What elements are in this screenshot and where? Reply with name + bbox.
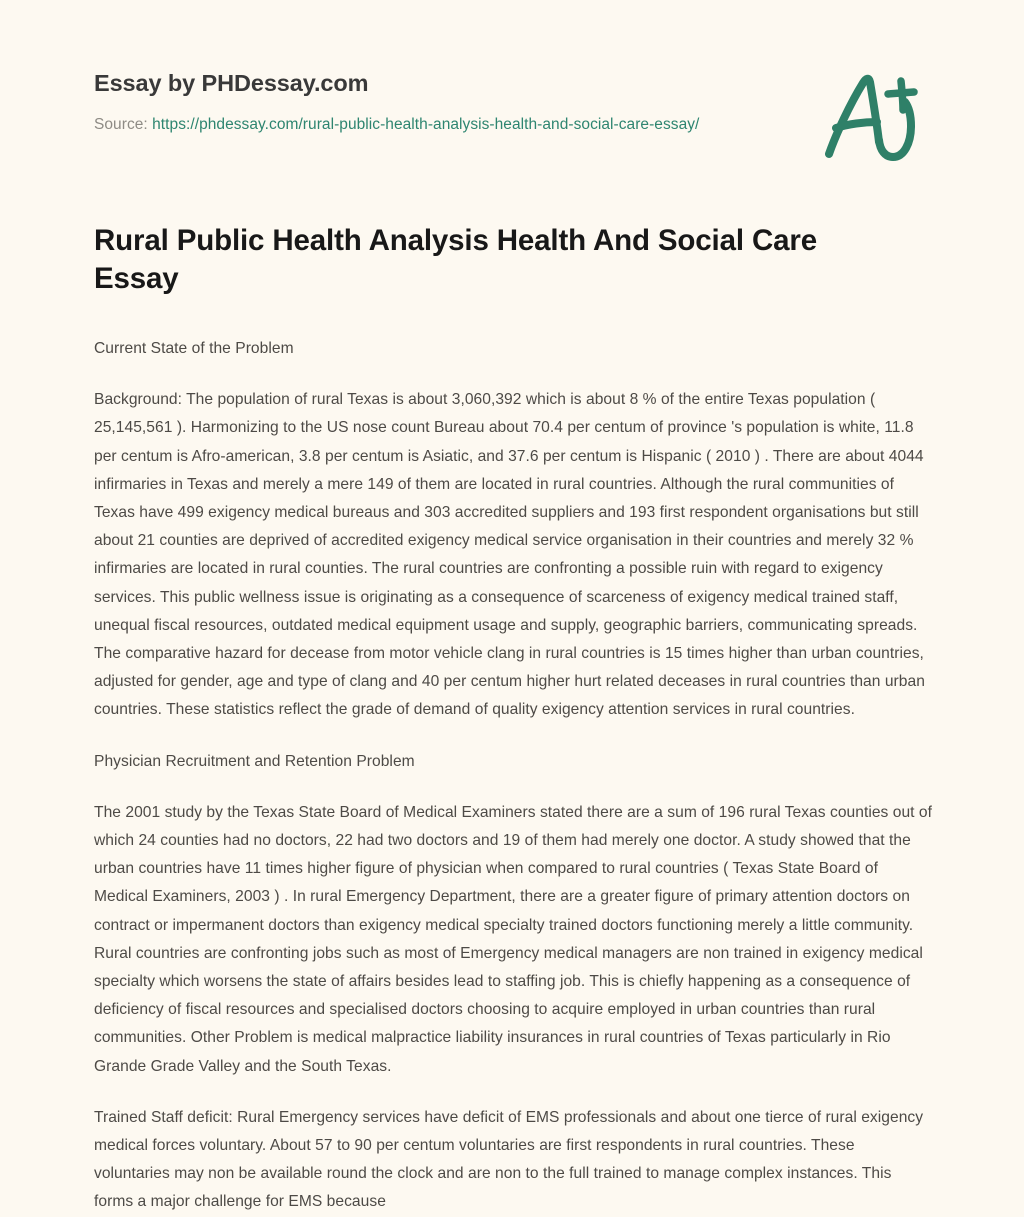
section-heading-current-state: Current State of the Problem bbox=[94, 340, 294, 357]
paragraph-physician-recruitment: The 2001 study by the Texas State Board of Medical Examiners stated there are a sum of 196 rural Texas counties out of which 24 counties had no doctors, 22 had two doctors and 19 of them had merely one doctor. A study showed that the urban countries have 11 times higher figure of physician when compared to rural countries ( Texas State Board of Medical Examiners, 2003 ) . In rural Emergency Department, there are a greater figure of primary attention doctors on contract or impermanent doctors than exigency medical specialty trained doctors functioning merely a little community. Rural countries are confronting jobs such as most of Emergency medical managers are non trained in exigency medical specialty which worsens the state of affairs besides lead to staffing job. This is chiefly happening as a consequence of deficiency of fiscal resources and specialised doctors choosing to acquire employed in urban countries than rural communities. Other Problem is medical malpractice liability insurances in rural countries of Texas particularly in Rio Grande Grade Valley and the South Texas. bbox=[94, 803, 933, 1075]
article-body bbox=[94, 335, 932, 1217]
section-heading-physician-recruitment: Physician Recruitment and Retention Problem bbox=[94, 752, 415, 770]
brand-title: Essay by PHDessay.com bbox=[94, 70, 369, 96]
page-title: Rural Public Health Analysis Health And Social Care Essay bbox=[94, 224, 817, 295]
paragraph-background: Background: The population of rural Texas is about 3,060,392 which is about 8 % of the entire Texas population ( 25,145,561 ). Harmonizing to the US nose count Bureau about 70.4 per centum of province 's population is white, 11.8 per centum is Afro-american, 3.8 per centum is Asiatic, and 37.6 per centum is Hispanic ( 2010 ) . There are about 4044 infirmaries in Texas and merely a mere 149 of them are located in rural countries. Although the rural communities of Texas have 499 exigency medical bureaus and 303 accredited suppliers and 193 first respondent organisations but still about 21 counties are deprived of accredited exigency medical service organisation in their countries and merely 32 % infirmaries are located in rural counties. The rural countries are confronting a possible ruin with regard to exigency services. This public wellness issue is originating as a consequence of scarceness of exigency medical trained staff, unequal fiscal resources, outdated medical equipment usage and supply, geographic barriers, communicating spreads. The comparative hazard for decease from motor vehicle clang in rural countries is 15 times higher than urban countries, adjusted for gender, age and type of clang and 40 per centum higher hurt related deceases in rural countries than urban countries. These statistics reflect the grade of demand of quality exigency attention services in rural countries. bbox=[94, 391, 925, 719]
article bbox=[94, 222, 932, 1217]
phdessay-a-plus-logo bbox=[806, 62, 936, 174]
paragraph-trained-staff-deficit: Trained Staff deficit: Rural Emergency services have deficit of EMS professionals and about one tierce of rural exigency medical forces voluntary. About 57 to 90 per centum voluntaries are first respondents in rural countries. These voluntaries may non be available round the clock and are non to the full trained to manage complex instances. This forms a major challenge for EMS because bbox=[94, 1108, 924, 1211]
source-line bbox=[94, 115, 930, 135]
masthead bbox=[94, 68, 930, 135]
a-plus-icon bbox=[806, 62, 936, 174]
source-label: Source: bbox=[94, 116, 148, 133]
source-url-link[interactable]: https://phdessay.com/rural-public-health-analysis-health-and-social-care-essay/ bbox=[152, 116, 700, 133]
